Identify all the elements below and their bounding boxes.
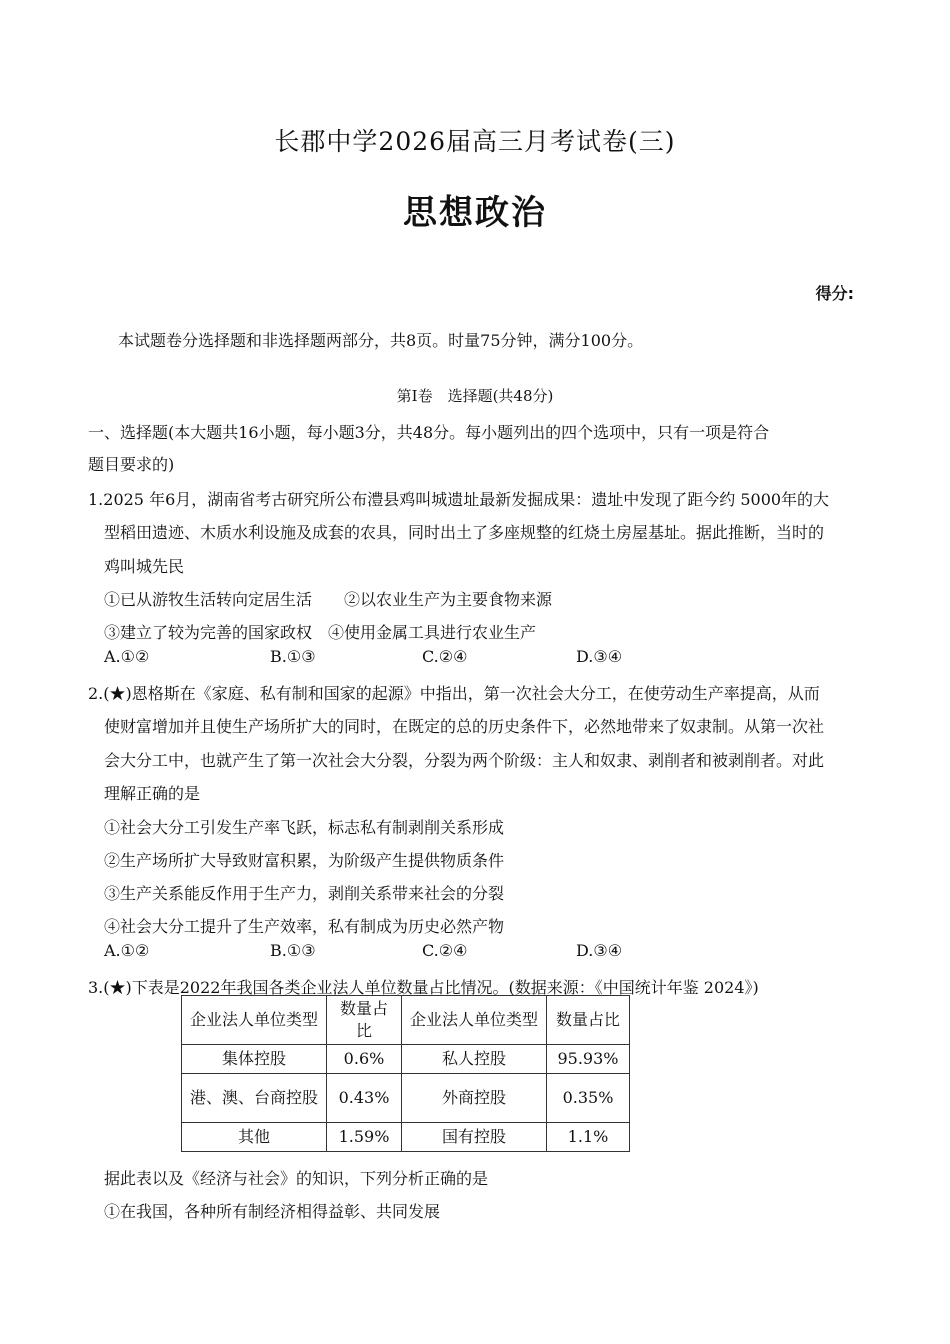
score-label: 得分: (815, 284, 854, 303)
q3-data-table (181, 995, 630, 1152)
table-cell: 1.59% (327, 1123, 402, 1152)
q2-item2: ②生产场所扩大导致财富积累，为阶级产生提供物质条件 (104, 851, 505, 870)
q1-stem-line2: 型稻田遗迹、木质水利设施及成套的农具，同时出土了多座规整的红烧土房屋基址。据此推断，当时的 (104, 523, 825, 542)
exam-intro: 本试题卷分选择题和非选择题两部分，共8页。时量75分钟，满分100分。 (118, 331, 644, 350)
table-cell: 0.35% (547, 1074, 630, 1123)
table-cell: 港、澳、台商控股 (182, 1074, 327, 1123)
table-cell: 国有控股 (402, 1123, 547, 1152)
q1-items-line1: ①已从游牧生活转向定居生活 ②以农业生产为主要食物来源 (104, 590, 553, 609)
q2-stem-line1: 2.(★)恩格斯在《家庭、私有制和国家的起源》中指出，第一次社会大分工，在使劳动生产率提高，从而 (88, 684, 820, 703)
table-header-cell: 数量占比 (547, 996, 630, 1045)
q2-choice-b: B.①③ (270, 941, 316, 960)
q2-stem-line2: 使财富增加并且使生产场所扩大的同时，在既定的总的历史条件下，必然地带来了奴隶制。从第一次社 (104, 717, 825, 736)
table-row (182, 1045, 630, 1074)
q1-stem-line3: 鸡叫城先民 (104, 557, 185, 576)
table-cell: 1.1% (547, 1123, 630, 1152)
q1-stem-line1: 1.2025 年6月，湖南省考古研究所公布澧县鸡叫城遗址最新发掘成果：遗址中发现了距今约 5000年的大 (88, 490, 830, 509)
q3-item1: ①在我国，各种所有制经济相得益彰、共同发展 (104, 1202, 441, 1221)
q2-item1: ①社会大分工引发生产率飞跃，标志私有制剥削关系形成 (104, 818, 505, 837)
q1-choice-c: C.②④ (422, 647, 468, 666)
q2-item3: ③生产关系能反作用于生产力，剥削关系带来社会的分裂 (104, 884, 505, 903)
table-cell: 私人控股 (402, 1045, 547, 1074)
q2-stem-line4: 理解正确的是 (104, 784, 201, 803)
table-cell: 其他 (182, 1123, 327, 1152)
q3-after-table-line: 据此表以及《经济与社会》的知识，下列分析正确的是 (104, 1169, 489, 1188)
part1-instruction-line1: 一、选择题(本大题共16小题，每小题3分，共48分。每小题列出的四个选项中，只有一项是符合 (88, 423, 770, 442)
q2-stem-line3: 会大分工中，也就产生了第一次社会大分裂，分裂为两个阶级：主人和奴隶、剥削者和被剥削者。对此 (104, 751, 825, 770)
part1-instruction-line2: 题目要求的) (88, 455, 175, 474)
table-header-cell: 数量占比 (327, 996, 402, 1045)
table-header-row (182, 996, 630, 1045)
table-cell: 95.93% (547, 1045, 630, 1074)
table-cell: 0.43% (327, 1074, 402, 1123)
q3-stem-line1: 3.(★)下表是2022年我国各类企业法人单位数量占比情况。(数据来源：《中国统计年鉴 2024》) (88, 978, 759, 997)
part1-title: 第Ⅰ卷 选择题(共48分) (396, 387, 554, 405)
q1-choice-a: A.①② (104, 647, 150, 666)
q2-choice-d: D.③④ (576, 941, 623, 960)
q2-choice-c: C.②④ (422, 941, 468, 960)
table-row (182, 1123, 630, 1152)
exam-title: 长郡中学2026届高三月考试卷(三) (274, 127, 676, 156)
q1-choice-b: B.①③ (270, 647, 316, 666)
subject-title: 思想政治 (403, 193, 547, 233)
q1-choice-d: D.③④ (576, 647, 623, 666)
table-header-cell: 企业法人单位类型 (182, 996, 327, 1045)
table-cell: 集体控股 (182, 1045, 327, 1074)
table-row (182, 1074, 630, 1123)
q1-items-line2: ③建立了较为完善的国家政权 ④使用金属工具进行农业生产 (104, 623, 537, 642)
q2-item4: ④社会大分工提升了生产效率，私有制成为历史必然产物 (104, 917, 505, 936)
table-cell: 0.6% (327, 1045, 402, 1074)
table-cell: 外商控股 (402, 1074, 547, 1123)
table-header-cell: 企业法人单位类型 (402, 996, 547, 1045)
q2-choice-a: A.①② (104, 941, 150, 960)
